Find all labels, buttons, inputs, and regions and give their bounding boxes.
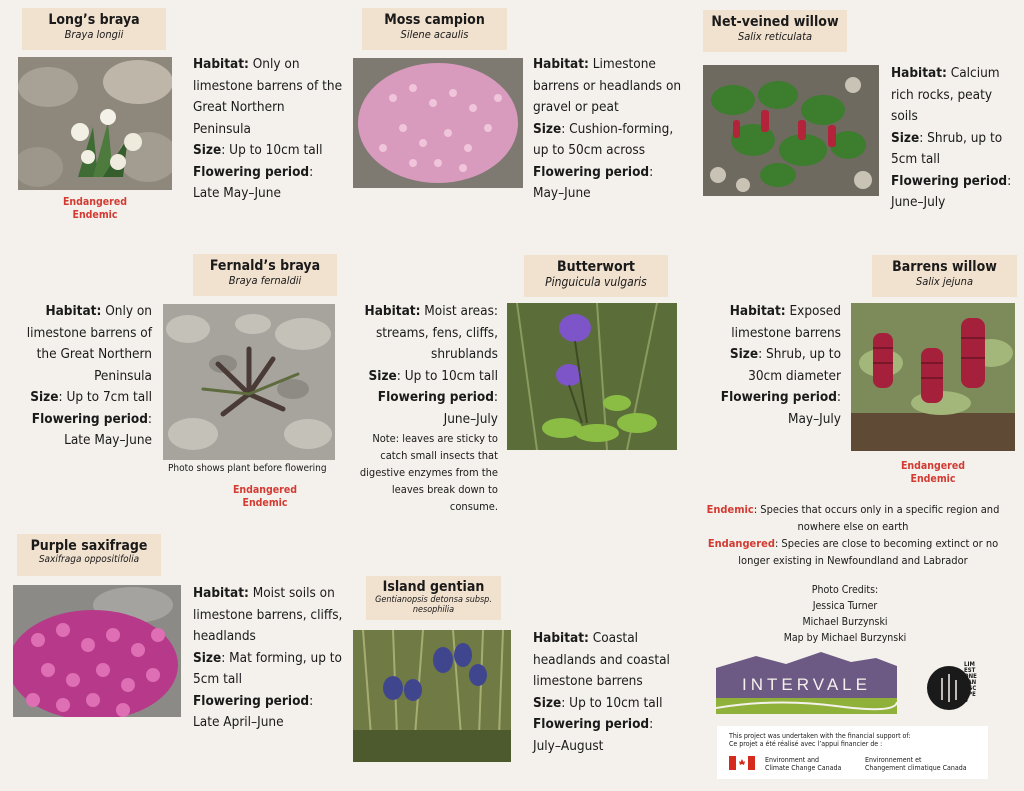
fernalds-braya-caption: Photo shows plant before flowering — [168, 463, 327, 474]
purple-saxifrage-habitat: Moist soils on limestone barrens, cliffs, headlands — [193, 585, 343, 644]
flowering-label: Flowering period — [377, 389, 494, 405]
size-label: Size — [193, 142, 222, 158]
credit-name: Jessica Turner — [812, 600, 878, 612]
butterwort-flowering: June–July — [443, 410, 498, 427]
longs-braya-status — [40, 196, 150, 222]
island-gentian-size: Up to 10cm tall — [569, 694, 663, 711]
dept-en-line-1: Environment and — [765, 756, 820, 764]
longs-braya-flowering: Late May–June — [193, 185, 281, 201]
purple-saxifrage-description: Habitat: Moist soils on limestone barrens, cliffs, headlands Size: Mat forming, up to 5cm tall Flowering period: Late April–June — [193, 585, 343, 730]
habitat-label: Habitat: — [891, 65, 947, 81]
fernalds-braya-description: Habitat: Only on limestone barrens of the Great Northern Peninsula Size: Up to 7cm tall Flowering period: Late May–June — [26, 303, 152, 448]
purple-saxifrage-photo — [13, 585, 181, 717]
fernalds-braya-name-box — [193, 254, 337, 296]
moss-campion-flowering: May–June — [533, 185, 591, 201]
funder-line-fr: Ce projet a été réalisé avec l’appui financier de : — [729, 740, 883, 748]
funder-line-en: This project was undertaken with the financial support of: — [729, 732, 911, 740]
endemic-text: : Species that occurs only in a specific region and nowhere else on earth — [753, 503, 1000, 533]
credits-title: Photo Credits: — [811, 584, 879, 596]
fernalds-braya-flowering: Late May–June — [64, 432, 152, 448]
endemic-badge: Endemic — [72, 209, 118, 221]
habitat-label: Habitat: — [193, 56, 249, 72]
butterwort-common-name: Butterwort — [557, 259, 635, 275]
credit-name: Michael Burzynski — [802, 616, 888, 628]
fernalds-braya-habitat: Only on limestone barrens of the Great Northern Peninsula — [26, 303, 152, 384]
intervale-logo — [716, 650, 897, 714]
butterwort-photo — [507, 303, 677, 450]
habitat-label: Habitat: — [45, 303, 102, 319]
fernalds-braya-common-name: Fernald’s braya — [209, 258, 321, 274]
endangered-badge: Endangered — [62, 196, 128, 208]
barrens-willow-habitat: Exposed limestone barrens — [731, 303, 841, 341]
island-gentian-photo — [353, 630, 511, 762]
size-label: Size — [729, 346, 759, 362]
moss-campion-name-box — [362, 8, 507, 50]
butterwort-size: Up to 10cm tall — [404, 367, 498, 384]
fernalds-braya-status — [210, 484, 320, 510]
habitat-label: Habitat: — [729, 303, 786, 319]
endangered-definition — [706, 535, 1000, 569]
barrens-willow-flowering: May–July — [787, 410, 841, 427]
flowering-label: Flowering period — [31, 410, 148, 427]
purple-saxifrage-scientific-name: Saxifraga oppositifolia — [38, 554, 140, 565]
net-veined-willow-size: Shrub, up to 5cm tall — [891, 129, 1003, 167]
department-name-en — [765, 756, 841, 772]
moss-campion-habitat: Limestone barrens or headlands on gravel or peat — [533, 56, 682, 115]
photo-credits — [770, 582, 920, 646]
butterwort-habitat: Moist areas: streams, fens, cliffs, shrublands — [375, 303, 498, 362]
barrens-willow-description: Habitat: Exposed limestone barrens Size: Shrub, up to 30cm diameter Flowering period: May–July — [720, 303, 841, 427]
size-label: Size — [193, 649, 222, 666]
purple-saxifrage-flowering: Late April–June — [193, 714, 284, 730]
barrens-willow-common-name: Barrens willow — [892, 259, 997, 275]
island-gentian-habitat: Coastal headlands and coastal limestone barrens — [533, 630, 670, 689]
dept-en-line-2: Climate Change Canada — [765, 764, 842, 772]
habitat-label: Habitat: — [533, 630, 589, 646]
longs-braya-description: Habitat: Only on limestone barrens of the Great Northern Peninsula Size: Up to 10cm tall Flowering period: Late May–June — [193, 56, 343, 201]
flowering-label: Flowering period — [720, 389, 837, 405]
island-gentian-flowering: July–August — [533, 737, 604, 754]
endangered-badge: Endangered — [900, 460, 966, 472]
funder-acknowledgement — [717, 726, 988, 779]
purple-saxifrage-common-name: Purple saxifrage — [30, 538, 148, 554]
size-label: Size — [30, 389, 59, 405]
longs-braya-photo — [18, 57, 172, 190]
credit-map: Map by Michael Burzynski — [783, 632, 907, 644]
island-gentian-scientific-name: Gentianopsis detonsa subsp. nesophilia — [375, 595, 492, 615]
habitat-label: Habitat: — [364, 303, 421, 319]
endemic-definition — [706, 501, 1000, 535]
limestone-landscapes-wordmark: LIMESTONE LANDSCAPES — [964, 661, 977, 704]
dept-fr-line-1: Environnement et — [865, 756, 922, 764]
endangered-text: : Species are close to becoming extinct or no longer existing in Newfoundland and Labrador — [738, 537, 999, 567]
endemic-badge: Endemic — [910, 473, 956, 485]
net-veined-willow-description: Habitat: Calcium rich rocks, peaty soils Size: Shrub, up to 5cm tall Flowering period: June–July — [891, 65, 1012, 210]
island-gentian-name-box — [366, 576, 501, 620]
endemic-term: Endemic — [706, 503, 754, 516]
barrens-willow-scientific-name: Salix jejuna — [915, 275, 974, 288]
purple-saxifrage-name-box — [17, 534, 161, 576]
butterwort-name-box — [524, 255, 668, 297]
purple-saxifrage-size: Mat forming, up to 5cm tall — [193, 649, 342, 687]
fernalds-braya-scientific-name: Braya fernaldii — [228, 274, 302, 287]
barrens-willow-status — [878, 460, 988, 486]
limestone-landscapes-logo — [922, 660, 982, 716]
dept-fr-line-2: Changement climatique Canada — [865, 764, 967, 772]
butterwort-scientific-name: Pinguicula vulgaris — [545, 275, 647, 289]
net-veined-willow-habitat: Calcium rich rocks, peaty soils — [891, 65, 1000, 124]
moss-campion-description: Habitat: Limestone barrens or headlands on gravel or peat Size: Cushion-forming, up to 50cm across Flowering period: May–June — [533, 56, 682, 201]
island-gentian-common-name: Island gentian — [382, 579, 485, 595]
moss-campion-common-name: Moss campion — [384, 12, 485, 28]
endangered-badge: Endangered — [232, 484, 298, 496]
flowering-label: Flowering period — [533, 163, 650, 180]
net-veined-willow-common-name: Net-veined willow — [711, 14, 839, 30]
longs-braya-scientific-name: Braya longii — [64, 28, 124, 41]
island-gentian-description: Habitat: Coastal headlands and coastal limestone barrens Size: Up to 10cm tall Flowering period: July–August — [533, 630, 670, 754]
canada-flag-icon — [729, 756, 755, 770]
size-label: Size — [533, 694, 562, 711]
net-veined-willow-flowering: June–July — [891, 194, 946, 210]
endangered-term: Endangered — [707, 537, 775, 550]
longs-braya-name-box — [22, 8, 166, 50]
habitat-label: Habitat: — [193, 585, 249, 601]
butterwort-description: Habitat: Moist areas: streams, fens, cliffs, shrublands Size: Up to 10cm tall Flowering period: June–July Note: leaves are sticky to catch small insects that digestive enzymes from the leaves break down to consume. — [352, 301, 498, 515]
flowering-label: Flowering period — [891, 172, 1008, 189]
net-veined-willow-scientific-name: Salix reticulata — [737, 30, 813, 43]
moss-campion-scientific-name: Silene acaulis — [400, 28, 469, 41]
barrens-willow-photo — [851, 303, 1015, 451]
flowering-label: Flowering period — [193, 163, 310, 180]
longs-braya-size: Up to 10cm tall — [229, 142, 323, 158]
fernalds-braya-photo — [163, 304, 335, 460]
barrens-willow-size: Shrub, up to 30cm diameter — [748, 346, 841, 384]
net-veined-willow-name-box — [703, 10, 847, 52]
longs-braya-common-name: Long’s braya — [48, 12, 140, 28]
endemic-badge: Endemic — [242, 497, 288, 509]
barrens-willow-name-box — [872, 255, 1017, 297]
habitat-label: Habitat: — [533, 56, 589, 72]
size-label: Size — [533, 120, 562, 137]
moss-campion-photo — [353, 58, 523, 188]
fernalds-braya-size: Up to 7cm tall — [66, 389, 152, 405]
intervale-wordmark: INTERVALE — [742, 675, 871, 694]
flowering-label: Flowering period — [193, 692, 310, 709]
flowering-label: Flowering period — [533, 716, 650, 732]
department-name-fr — [865, 756, 967, 772]
status-legend — [706, 501, 1000, 569]
butterwort-note: Note: leaves are sticky to catch small insects that digestive enzymes from the leaves break down to consume. — [359, 432, 498, 513]
net-veined-willow-photo — [703, 65, 879, 196]
longs-braya-habitat: Only on limestone barrens of the Great Northern Peninsula — [193, 56, 343, 137]
size-label: Size — [368, 367, 397, 384]
size-label: Size — [891, 129, 920, 146]
moss-campion-size: Cushion-forming, up to 50cm across — [533, 120, 674, 158]
